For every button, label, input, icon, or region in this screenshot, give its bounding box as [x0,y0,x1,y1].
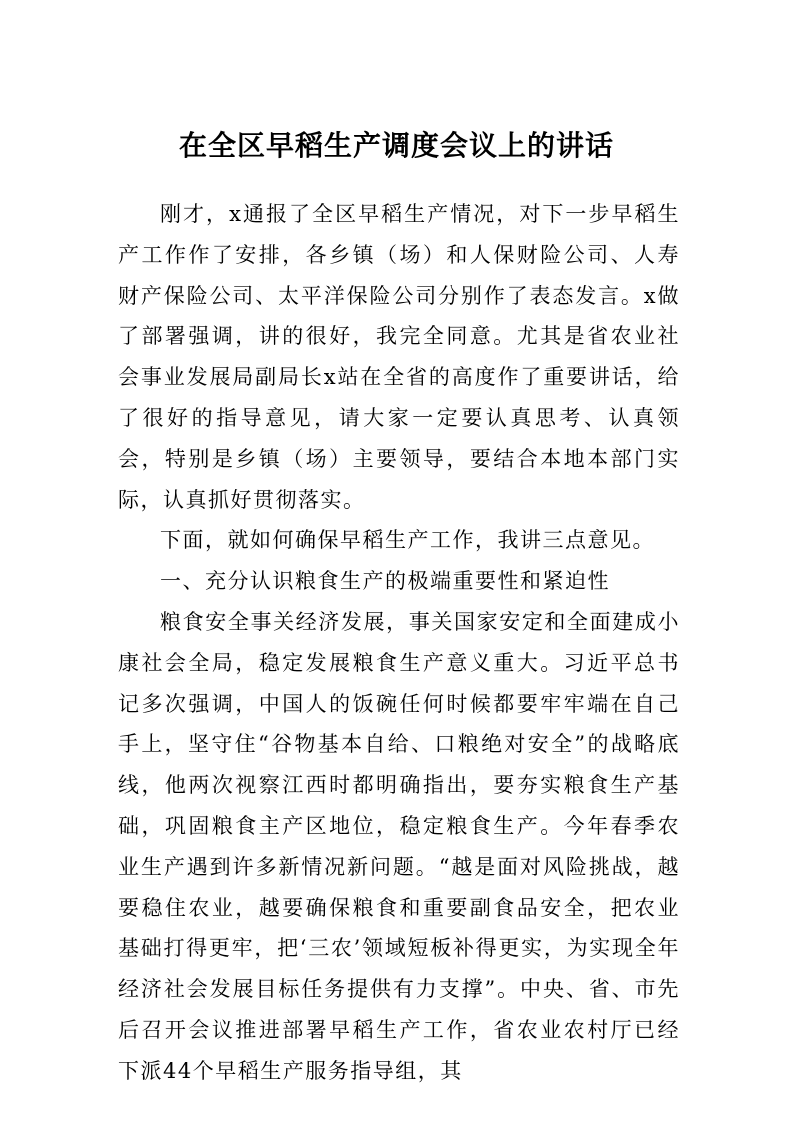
paragraph-section-1: 粮食安全事关经济发展，事关国家安定和全面建成小康社会全局，稳定发展粮食生产意义重大。习近平总书记多次强调，中国人的饭碗任何时候都要牢牢端在自己手上，坚守住“谷物基本自给、口粮绝对安全”的战略底线，他两次视察江西时都明确指出，要夯实粮食生产基础，巩固粮食主产区地位，稳定粮食生产。今年春季农业生产遇到许多新情况新问题。“越是面对风险挑战，越要稳住农业，越要确保粮食和重要副食品安全，把农业基础打得更牢，把‘三农’领域短板补得更实，为实现全年经济社会发展目标任务提供有力支撑”。中央、省、市先后召开会议推进部署早稻生产工作，省农业农村厅已经下派44个早稻生产服务指导组，其 [118,609,680,1083]
paragraph-intro: 下面，就如何确保早稻生产工作，我讲三点意见。 [160,528,655,553]
document-title: 在全区早稻生产调度会议上的讲话 [178,129,614,162]
section-heading-1: 一、充分认识粮食生产的极端重要性和紧迫性 [160,569,610,594]
paragraph-opening: 刚才，x通报了全区早稻生产情况，对下一步早稻生产工作作了安排，各乡镇（场）和人保财险公司、人寿财产保险公司、太平洋保险公司分别作了表态发言。x做了部署强调，讲的很好，我完全同意。尤其是省农业社会事业发展局副局长x站在全省的高度作了重要讲话，给了很好的指导意见，请大家一定要认真思考、认真领会，特别是乡镇（场）主要领导，要结合本地本部门实际，认真抓好贯彻落实。 [118,202,680,512]
document-body [118,194,680,1092]
